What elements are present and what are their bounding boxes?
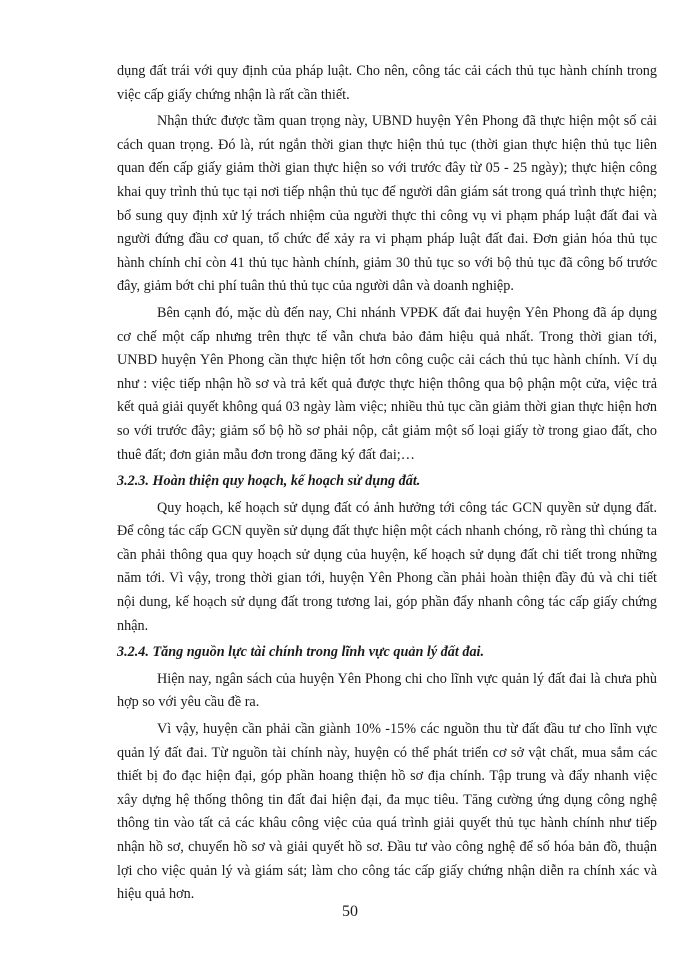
paragraph-reform-measures: Nhận thức được tầm quan trọng này, UBND huyện Yên Phong đã thực hiện một số cải cách quan trọng. Đó là, rút ngắn thời gian thực hiện thủ tục (thời gian thực hiện thủ tục liên quan đến cấp giấy giảm thời gian thực hiện so với trước đây từ 05 - 25 ngày); thực hiện công khai quy trình thủ tục tại nơi tiếp nhận thủ tục để người dân giám sát trong quá trình thực hiện; bổ sung quy định xử lý trách nhiệm của người thực thi công vụ vi phạm pháp luật đất đai và người đứng đầu cơ quan, tổ chức để xảy ra vi phạm pháp luật đất đai. Đơn giản hóa thủ tục hành chính chỉ còn 41 thủ tục hành chính, giảm 30 thủ tục so với bộ thủ tục đã công bố trước đây, giảm bớt chi phí tuân thủ thủ tục của người dân và doanh nghiệp. bbox=[117, 113, 657, 295]
paragraph-one-stop-mechanism: Bên cạnh đó, mặc dù đến nay, Chi nhánh VPĐK đất đai huyện Yên Phong đã áp dụng cơ chế một cấp nhưng trên thực tế vẫn chưa bảo đảm hiệu quả nhất. Trong thời gian tới, UNBD huyện Yên Phong cần thực hiện tốt hơn công cuộc cải cách thủ tục hành chính. Ví dụ như : việc tiếp nhận hồ sơ và trả kết quả được thực hiện thông qua bộ phận một cửa, việc trả kết quả giải quyết không quá 03 ngày làm việc; nhiều thủ tục cần giảm thời gian thực hiện hơn so với trước đây; giảm số bộ hồ sơ phải nộp, cắt giảm một số loại giấy tờ trong giao đất, cho thuê đất; đơn giản mẫu đơn trong đăng ký đất đai;… bbox=[117, 304, 657, 463]
paragraph-financial-investment: Vì vậy, huyện cần phải cần giành 10% -15% các nguồn thu từ đất đầu tư cho lĩnh vực quản lý đất đai. Từ nguồn tài chính này, huyện có thể phát triển cơ sở vật chất, mua sắm các thiết bị đo đạc hiện đại, góp phần hoang thiện hồ sơ địa chính. Tập trung và đẩy nhanh việc xây dựng hệ thống thông tin đất đai hiện đại, đa mục tiêu. Tăng cường ứng dụng công nghệ thông tin vào tất cả các khâu công việc của quá trình giải quyết thủ tục hành chính như tiếp nhận hồ sơ, chuyển hồ sơ và giải quyết hồ sơ. Đầu tư vào công nghệ để số hóa bản đồ, thuận lợi cho việc quản lý và giám sát; làm cho công tác cấp giấy chứng nhận diễn ra chính xác và hiệu quả hơn. bbox=[117, 721, 657, 903]
paragraph-budget: Hiện nay, ngân sách của huyện Yên Phong chi cho lĩnh vực quản lý đất đai là chưa phù hợp so với yêu cầu đề ra. bbox=[117, 670, 657, 711]
section-heading-3-2-3: 3.2.3. Hoàn thiện quy hoạch, kế hoạch sử dụng đất. bbox=[117, 473, 421, 490]
page-number: 50 bbox=[342, 903, 358, 920]
body-text bbox=[117, 60, 657, 910]
paragraph-continuation: dụng đất trái với quy định của pháp luật. Cho nên, công tác cải cách thủ tục hành chính trong việc cấp giấy chứng nhận là rất cần thiết. bbox=[117, 63, 657, 103]
paragraph-land-use-planning: Quy hoạch, kế hoạch sử dụng đất có ảnh hưởng tới công tác GCN quyền sử dụng đất. Để công tác cấp GCN quyền sử dụng đất thực hiện một cách nhanh chóng, rõ ràng thì chúng ta cần phải thông qua quy hoạch sử dụng của huyện, kế hoạch sử dụng đất chi tiết trong những năm tới. Vì vậy, trong thời gian tới, huyện Yên Phong cần phải hoàn thiện đầy đủ và chi tiết nội dung, kế hoạch sử dụng đất trong tương lai, góp phần đẩy nhanh công tác cấp giấy chứng nhận. bbox=[117, 499, 657, 634]
section-heading-3-2-4: 3.2.4. Tăng nguồn lực tài chính trong lĩnh vực quản lý đất đai. bbox=[117, 644, 485, 661]
